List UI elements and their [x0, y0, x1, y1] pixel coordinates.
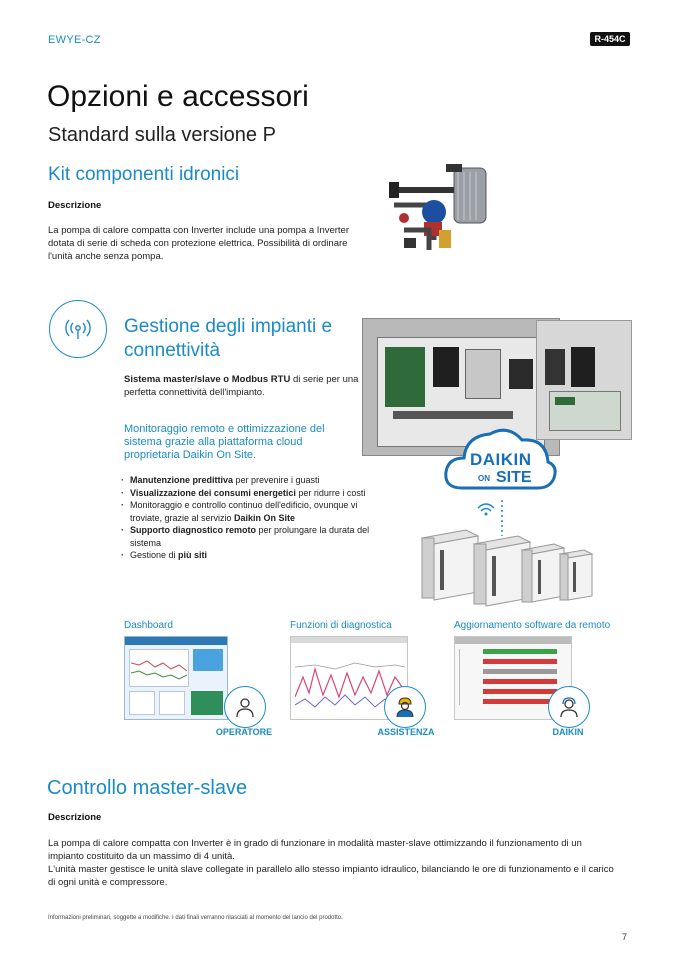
features-list — [120, 474, 370, 562]
heat-pump-units-illustration — [418, 522, 598, 608]
list-item — [120, 474, 370, 487]
kit-description-text: La pompa di calore compatta con Inverter include una pompa a Inverter dotata di serie di scheda con protezione elettrica. Possibilità di ordinare l'unità anche senza pompa. — [48, 225, 350, 262]
bullet-bold: Manutenzione predittiva — [130, 475, 234, 485]
master-slave-paragraph-2: L'unità master gestisce le unità slave collegate in parallelo allo stesso impianto idraulico, bilanciando le ore di funzionamento e il carico di ogni unità e compressore. — [48, 864, 614, 888]
system-connectivity-rest: di serie per una perfetta connettività dell'impianto. — [124, 374, 359, 398]
bullet-pre: Monitoraggio e controllo continuo dell'edificio, ovunque vi troviate, grazie al servizio — [130, 500, 358, 523]
role-operator: OPERATORE — [215, 727, 273, 737]
daikin-support-icon — [548, 686, 590, 728]
master-slave-heading: Controllo master-slave — [47, 777, 248, 799]
list-item — [120, 524, 370, 549]
bullet-bold: Supporto diagnostico remoto — [130, 525, 256, 535]
kit-description-label: Descrizione — [48, 200, 102, 211]
cloud-brand: DAIKIN — [470, 450, 532, 469]
bullet-rest: per prolungare la durata del sistema — [130, 525, 370, 548]
list-item — [120, 549, 370, 562]
bullet-rest: per ridurre i costi — [295, 487, 366, 498]
panel-title-dashboard: Dashboard — [124, 620, 173, 631]
page-number: 7 — [622, 932, 628, 942]
hydronic-kit-illustration — [384, 160, 514, 260]
footer-disclaimer: Informazioni preliminari, soggette a modifiche. I dati finali verranno rilasciati al momento del lancio del prodotto. — [48, 915, 343, 921]
role-assistance: ASSISTENZA — [377, 727, 435, 737]
panel-title-diagnostics: Funzioni di diagnostica — [290, 620, 392, 631]
list-item — [120, 487, 370, 500]
document-model-code: EWYE-CZ — [48, 34, 101, 46]
bullet-rest: per prevenire i guasti — [233, 475, 320, 485]
cloud-on-label: ON — [478, 474, 490, 483]
bullet-bold: Daikin On Site — [234, 512, 296, 523]
gestione-heading — [124, 315, 332, 363]
master-slave-paragraph-1: La pompa di calore compatta con Inverter è in grado di funzionare in modalità master-slave ottimizzando il funzionamento di un impianto costituito da un massimo di 4 unità. — [48, 838, 582, 862]
operator-avatar-icon — [224, 686, 266, 728]
role-daikin: DAIKIN — [552, 727, 584, 737]
kit-heading: Kit componenti idronici — [48, 164, 240, 185]
page-title: Opzioni e accessori — [47, 80, 309, 113]
remote-monitoring-text: Monitoraggio remoto e ottimizzazione del sistema grazie alla piattaforma cloud proprietaria Daikin On Site. — [124, 423, 325, 461]
dashboard-screenshot — [124, 636, 228, 720]
master-slave-description-label: Descrizione — [48, 812, 102, 823]
system-connectivity-text — [124, 373, 364, 399]
wifi-signal-icon — [49, 300, 107, 358]
page-subtitle: Standard sulla versione P — [48, 124, 276, 146]
bullet-pre: Gestione di — [130, 550, 179, 560]
assistance-technician-icon — [384, 686, 426, 728]
bullet-bold: Visualizzazione dei consumi energetici — [130, 487, 296, 498]
list-item — [120, 499, 370, 524]
system-connectivity-bold: Sistema master/slave o Modbus RTU — [124, 374, 291, 385]
bullet-bold: più siti — [178, 550, 208, 560]
panel-title-software-update: Aggiornamento software da remoto — [454, 620, 611, 631]
cloud-site-label: SITE — [496, 469, 532, 486]
refrigerant-badge: R-454C — [590, 32, 630, 46]
gestione-heading-line1: Gestione degli impianti e — [124, 316, 333, 337]
gestione-heading-line2: connettività — [124, 340, 221, 361]
